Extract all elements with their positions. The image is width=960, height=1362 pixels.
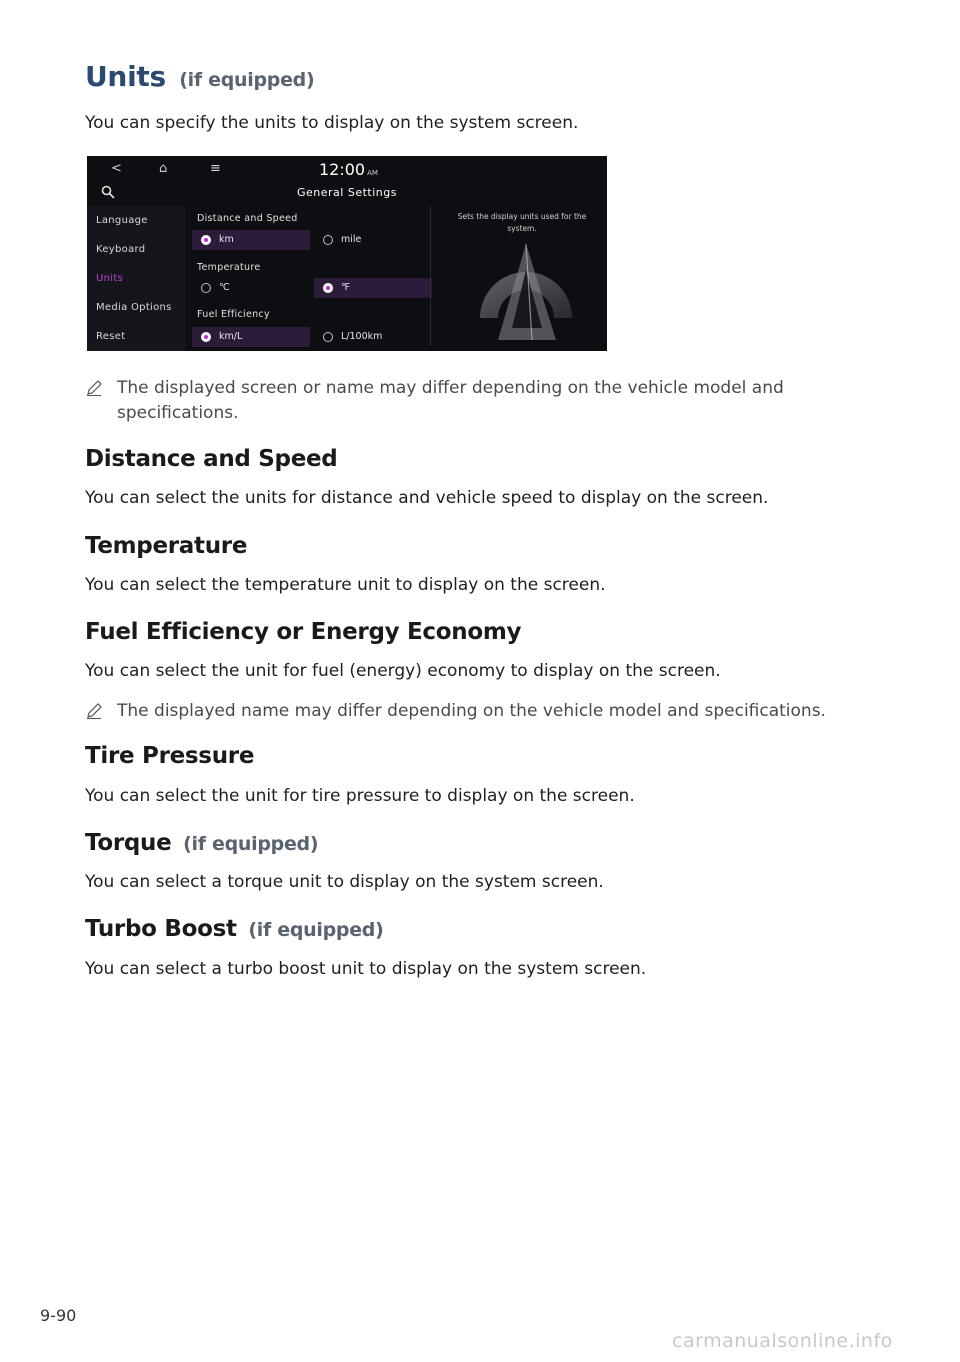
radio-selected-icon — [201, 332, 211, 342]
screen-title: General Settings — [297, 186, 397, 199]
sidebar-item-keyboard[interactable]: Keyboard — [96, 244, 146, 255]
section-heading-torque — [85, 830, 318, 856]
option-fahrenheit[interactable] — [314, 278, 432, 298]
option-km[interactable] — [192, 230, 310, 250]
option-celsius[interactable] — [192, 278, 310, 298]
option-label: ℉ — [341, 282, 351, 293]
option-label: km — [219, 234, 234, 245]
option-label: L/100km — [341, 331, 383, 342]
radio-empty-icon — [201, 283, 211, 293]
units-options-panel — [187, 204, 431, 351]
pencil-note-icon — [85, 702, 103, 720]
clock-time: 12:00 — [319, 160, 366, 179]
back-icon[interactable]: < — [111, 161, 122, 176]
radio-selected-icon — [323, 283, 333, 293]
home-icon[interactable]: ⌂ — [159, 161, 168, 176]
section-heading-fuel: Fuel Efficiency or Energy Economy — [85, 619, 522, 645]
section-text-temperature: You can select the temperature unit to display on the screen. — [85, 575, 606, 595]
section-title: Turbo Boost — [85, 916, 237, 942]
radio-selected-icon — [201, 235, 211, 245]
sidebar-item-media-options[interactable]: Media Options — [96, 302, 172, 313]
page-title-qualifier: (if equipped) — [179, 69, 315, 91]
sidebar-item-reset[interactable]: Reset — [96, 331, 126, 342]
settings-sidebar — [87, 206, 186, 351]
section-text-torque: You can select a torque unit to display on the system screen. — [85, 872, 604, 892]
search-icon[interactable] — [101, 185, 115, 199]
option-label: ℃ — [219, 282, 230, 293]
section-text-distance: You can select the units for distance and vehicle speed to display on the screen. — [85, 488, 769, 508]
radio-empty-icon — [323, 332, 333, 342]
section-text-tire: You can select the unit for tire pressure to display on the screen. — [85, 786, 635, 806]
intro-text: You can specify the units to display on the system screen. — [85, 113, 579, 133]
section-title: Torque — [85, 830, 172, 856]
watermark: carmanualsonline.info — [672, 1330, 893, 1352]
page-number: 9-90 — [40, 1306, 77, 1325]
note-name-differ — [85, 699, 845, 724]
page-title-text: Units — [85, 60, 166, 93]
section-text-turbo: You can select a turbo boost unit to display on the system screen. — [85, 959, 647, 979]
clock-ampm: AM — [367, 169, 378, 177]
clock — [319, 160, 378, 179]
section-qualifier: (if equipped) — [183, 833, 319, 855]
section-heading-distance: Distance and Speed — [85, 446, 338, 472]
note-text: The displayed screen or name may differ depending on the vehicle model and specifications. — [117, 378, 784, 423]
section-text-fuel: You can select the unit for fuel (energy) economy to display on the screen. — [85, 661, 721, 681]
note-text: The displayed name may differ depending on the vehicle model and specifications. — [117, 701, 826, 721]
page-title — [85, 60, 314, 93]
radio-empty-icon — [323, 235, 333, 245]
pencil-note-icon — [85, 379, 103, 397]
sidebar-item-language[interactable]: Language — [96, 215, 148, 226]
note-screen-differ — [85, 376, 805, 426]
section-qualifier: (if equipped) — [248, 919, 384, 941]
section-heading-turbo — [85, 916, 383, 942]
panel-divider — [430, 206, 431, 346]
option-label: mile — [341, 234, 362, 245]
group-label-fuel: Fuel Efficiency — [197, 309, 270, 320]
ruler-protractor-icon — [472, 236, 577, 344]
option-mile[interactable] — [314, 230, 432, 250]
section-heading-temperature: Temperature — [85, 533, 248, 559]
sidebar-item-units[interactable]: Units — [96, 273, 124, 284]
section-heading-tire: Tire Pressure — [85, 743, 255, 769]
status-bar — [87, 156, 607, 184]
group-label-distance: Distance and Speed — [197, 213, 298, 224]
info-description: Sets the display units used for the system. — [457, 212, 587, 233]
menu-icon[interactable]: ≡ — [210, 161, 221, 176]
option-km-per-l[interactable] — [192, 327, 310, 347]
settings-screenshot — [87, 156, 607, 351]
group-label-temperature: Temperature — [197, 262, 261, 273]
option-l-per-100km[interactable] — [314, 327, 432, 347]
option-label: km/L — [219, 331, 243, 342]
